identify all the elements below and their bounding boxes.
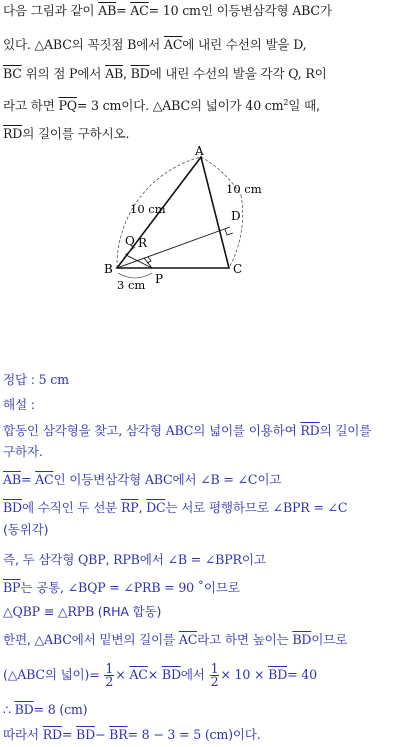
text: 해설 : xyxy=(3,397,35,412)
text: 한편, xyxy=(3,632,35,647)
numerator: 1 xyxy=(210,661,219,676)
text: 이므로 xyxy=(203,580,240,595)
segment-bd: $\overline{BD}$ xyxy=(14,702,34,717)
solution-line-10 xyxy=(3,662,317,688)
length-value: = 3 cm xyxy=(76,98,122,114)
triangle-name: QBP xyxy=(78,552,106,567)
text: 라고 하면 높이는 xyxy=(197,632,293,647)
text: 에 수직인 두 선분 xyxy=(21,500,121,515)
segment-bc: $\overline{BC}$ xyxy=(3,66,22,81)
angle-equation: ∠BPR = ∠C xyxy=(272,500,348,515)
triangle-symbol: △ABC xyxy=(152,98,190,114)
solution-line-1 xyxy=(3,423,371,439)
text: , xyxy=(138,500,147,515)
segment-bp: $\overline{BP}$ xyxy=(3,580,21,595)
segment-ab: $\overline{AB}$ xyxy=(3,472,21,487)
label-left-length: 10 cm xyxy=(130,202,166,216)
text: 에서 밑변의 길이를 xyxy=(71,632,179,647)
text: 있다. xyxy=(3,37,35,52)
segment-ac: $\overline{AC}$ xyxy=(130,3,149,18)
angle-equation: ∠B = ∠C xyxy=(200,472,258,487)
text: 가 xyxy=(319,3,332,18)
result: = 8 (cm) xyxy=(33,702,88,717)
segment-bd: $\overline{BD}$ xyxy=(161,667,181,682)
text: 인 이등변삼각형 xyxy=(53,472,145,487)
text: 이다. xyxy=(232,727,261,742)
text: (동위각) xyxy=(3,522,49,537)
text: 다음 그림과 같이 xyxy=(3,3,99,18)
text: 위의 점 xyxy=(21,66,70,81)
segment-br: $\overline{BR}$ xyxy=(109,727,128,742)
solution-line-12 xyxy=(3,727,261,743)
solution-line-9 xyxy=(3,632,347,648)
text: 일 때, xyxy=(288,98,320,114)
segment-bd: $\overline{BD}$ xyxy=(292,632,312,647)
text: 에 내린 수선의 발을 각각 xyxy=(149,66,289,81)
segment-ac: $\overline{AC}$ xyxy=(178,632,198,647)
label-b: B xyxy=(104,262,113,276)
fraction-half xyxy=(210,663,220,688)
label-a: A xyxy=(195,145,204,158)
point-d: D, xyxy=(293,37,307,52)
triangle-symbol: △ABC xyxy=(7,667,45,682)
text: 이 xyxy=(314,66,327,81)
numerator: 1 xyxy=(105,661,114,676)
text: 에서 xyxy=(136,37,164,52)
text: 구하자. xyxy=(3,444,43,459)
text: , xyxy=(105,552,114,567)
text: 이고 xyxy=(241,552,266,567)
text: 이다. xyxy=(121,98,153,114)
solution-line-7 xyxy=(3,580,240,596)
segment-dc: $\overline{DC}$ xyxy=(146,500,166,515)
expression: × 10 × xyxy=(220,667,269,682)
text: 에서 xyxy=(139,552,168,567)
problem-line-3 xyxy=(3,66,327,82)
label-pq-length: 3 cm xyxy=(117,278,146,292)
text: 인 이등변삼각형 xyxy=(200,3,293,18)
points-qr: Q, R xyxy=(288,66,315,81)
segment-bd: $\overline{BD}$ xyxy=(76,727,95,742)
solution-line-11 xyxy=(3,702,87,718)
triangle-figure xyxy=(0,145,400,305)
area-value: 40 cm xyxy=(245,98,284,114)
text: 이므로 xyxy=(311,632,348,647)
triangle-name: ABC xyxy=(292,3,320,18)
point-p: P xyxy=(69,66,78,81)
solution-line-6 xyxy=(3,552,266,568)
text: 의 넓이)= xyxy=(44,667,104,682)
text: = xyxy=(61,727,77,742)
solution-line-2 xyxy=(3,444,43,460)
answer-value: 5 cm xyxy=(38,372,69,387)
triangle-name: ABC xyxy=(165,423,194,438)
solution-line-3 xyxy=(3,472,281,488)
dashed-arc-lower xyxy=(229,195,243,268)
label-c: C xyxy=(233,262,243,276)
text: 합동인 삼각형을 찾고, 삼각형 xyxy=(3,423,166,438)
therefore-sign: ∴ xyxy=(3,702,15,717)
angle-equation: ∠B = ∠BPR xyxy=(167,552,242,567)
text: 따라서 xyxy=(3,727,43,742)
text: 의 넓이가 xyxy=(189,98,246,114)
label-q: Q xyxy=(125,234,135,248)
segment-ab: $\overline{AB}$ xyxy=(105,66,124,81)
text: 의 꼭짓점 xyxy=(71,37,128,52)
exponent: 2 xyxy=(283,98,289,107)
result: = 8 − 3 = 5 (cm) xyxy=(127,727,233,742)
segment-pq: $\overline{PQ}$ xyxy=(58,98,77,114)
text: 는 서로 평행하므로 xyxy=(165,500,273,515)
segment-rd: $\overline{RD}$ xyxy=(300,423,320,438)
segment-rd: $\overline{RD}$ xyxy=(42,727,62,742)
text: 의 길이를 구하시오. xyxy=(22,126,130,141)
problem-line-2 xyxy=(3,37,306,53)
segment-ac: $\overline{AC}$ xyxy=(163,37,183,52)
congruence-statement: △QBP ≡ △RPB xyxy=(3,604,94,619)
problem-line-4 xyxy=(3,95,320,114)
solution-line-8 xyxy=(3,604,161,620)
answer-line xyxy=(3,372,69,388)
text: , xyxy=(123,66,131,81)
triangle-name: ABC xyxy=(144,472,173,487)
label-d: D xyxy=(231,209,241,223)
segment-bd: $\overline{BD}$ xyxy=(3,500,22,515)
segment-ac: $\overline{AC}$ xyxy=(35,472,54,487)
triangle-symbol: △ABC xyxy=(34,37,72,52)
text: 는 공통, xyxy=(20,580,68,595)
segment-rp: $\overline{RP}$ xyxy=(120,500,139,515)
minus-sign: − xyxy=(95,727,110,742)
segment-rd: $\overline{RD}$ xyxy=(3,126,23,141)
segment-bd: $\overline{BD}$ xyxy=(268,667,288,682)
point-b: B xyxy=(127,37,137,52)
fraction-half xyxy=(104,663,114,688)
times-sign: × xyxy=(115,667,130,682)
problem-line-1 xyxy=(3,3,332,19)
label-r: R xyxy=(138,236,148,250)
right-angle-d xyxy=(225,229,233,235)
segment-bd: $\overline{BD}$ xyxy=(130,66,150,81)
label-right-length: 10 cm xyxy=(226,182,262,196)
text: 에서 xyxy=(172,472,201,487)
label-p: P xyxy=(155,272,164,286)
text: 의 길이를 xyxy=(319,423,372,438)
text: ( xyxy=(3,667,8,682)
text: 에서 xyxy=(180,667,209,682)
explanation-label xyxy=(3,397,35,413)
text: = xyxy=(116,3,131,18)
segment-ac: $\overline{AC}$ xyxy=(129,667,148,682)
problem-line-5 xyxy=(3,126,129,142)
length-value: = 10 cm xyxy=(148,3,201,18)
triangle-name: RPB xyxy=(113,552,140,567)
q-pointer xyxy=(125,247,135,255)
solution-line-4 xyxy=(3,500,347,516)
segment-ab: $\overline{AB}$ xyxy=(98,3,117,18)
text: 에서 xyxy=(77,66,106,81)
text: 의 넓이를 이용하여 xyxy=(193,423,301,438)
text: 즉, 두 삼각형 xyxy=(3,552,79,567)
text: = xyxy=(20,472,36,487)
denominator: 2 xyxy=(210,674,219,689)
denominator: 2 xyxy=(105,674,114,689)
angle-equation: ∠BQP = ∠PRB = 90 ˚ xyxy=(67,580,204,595)
text: 이고 xyxy=(257,472,282,487)
answer-label: 정답 : xyxy=(3,372,39,387)
result: = 40 xyxy=(287,667,317,682)
text: (RHA 합동) xyxy=(94,604,162,619)
text: 에 내린 수선의 발을 xyxy=(182,37,294,52)
solution-line-5 xyxy=(3,522,48,538)
triangle-symbol: △ABC xyxy=(34,632,72,647)
text: 라고 하면 xyxy=(3,98,59,114)
times-sign: × xyxy=(147,667,162,682)
